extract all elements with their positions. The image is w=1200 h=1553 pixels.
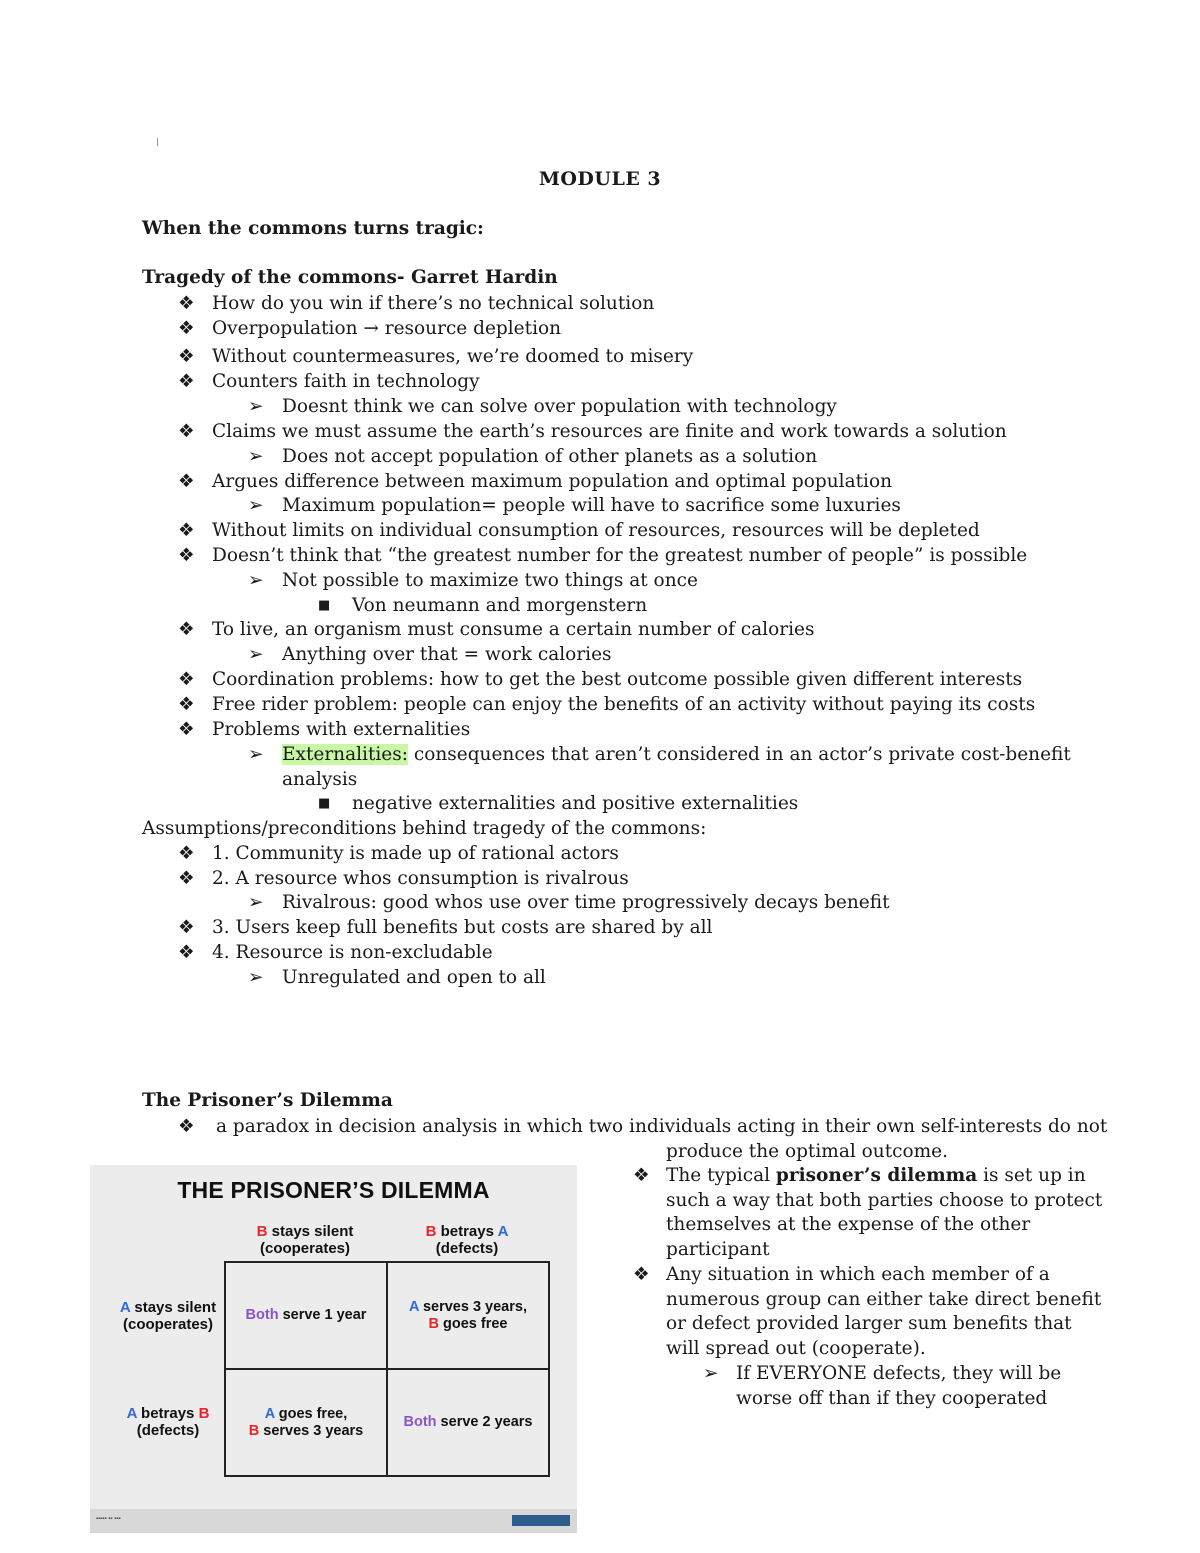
matrix-cell-a-betrays: A goes free, B serves 3 years [248,1405,364,1439]
diamond-bullet-icon: ❖ [178,293,195,314]
diamond-bullet-icon: ❖ [178,868,195,889]
diamond-bullet-icon: ❖ [178,942,195,963]
row-header-a-betrays: A betrays B (defects) [126,1405,210,1439]
list-item: ■ Von neumann and morgenstern [318,595,648,616]
list-item-continuation: will spread out (cooperate). [666,1338,926,1359]
list-item-continuation: such a way that both parties choose to protect [666,1190,1103,1211]
column-header-b-silent: B stays silent (cooperates) [256,1223,354,1257]
list-item: ❖ 3. Users keep full benefits but costs are shared by all [178,917,713,938]
matrix-cell-both-betray: Both serve 2 years [403,1414,533,1430]
list-item-continuation: produce the optimal outcome. [666,1141,949,1162]
list-item: ❖ Overpopulation → resource depletion [178,318,562,339]
list-item: ➢ Anything over that = work calories [248,644,612,665]
list-item-continuation: themselves at the expense of the other [666,1214,1031,1235]
matrix-cell-both-silent: Both serve 1 year [245,1307,367,1323]
diamond-bullet-icon: ❖ [178,318,195,339]
list-item: ❖ Without limits on individual consumption of resources, resources will be depleted [178,520,980,541]
list-item: ➢ Not possible to maximize two things at once [248,570,698,591]
arrow-bullet-icon: ➢ [248,446,264,467]
list-item: ❖ 4. Resource is non-excludable [178,942,493,963]
matrix-cell-b-betrays: A serves 3 years, B goes free [409,1298,527,1332]
list-item: ➢ Doesnt think we can solve over population with technology [248,396,837,417]
list-item: ❖ Counters faith in technology [178,371,480,392]
list-item: ➢ Externalities: consequences that aren’t considered in an actor’s private cost-benefit [248,744,1071,765]
list-item-continuation: participant [666,1239,770,1260]
list-item: ❖ 1. Community is made up of rational actors [178,843,619,864]
highlighted-term: Externalities: [282,744,408,765]
arrow-bullet-icon: ➢ [248,892,264,913]
list-item-continuation: or defect provided larger sum benefits that [666,1313,1072,1334]
list-item: ❖ a paradox in decision analysis in which two individuals acting in their own self-interests do not [178,1116,1108,1137]
list-item-continuation: analysis [282,769,358,790]
diamond-bullet-icon: ❖ [178,843,195,864]
diamond-bullet-icon: ❖ [178,421,195,442]
row-header-a-silent: A stays silent (cooperates) [119,1299,217,1333]
arrow-bullet-icon: ➢ [248,495,264,516]
diamond-bullet-icon: ❖ [633,1165,650,1186]
arrow-bullet-icon: ➢ [248,967,264,988]
diamond-bullet-icon: ❖ [633,1264,650,1285]
arrow-bullet-icon: ➢ [703,1363,719,1384]
assumptions-heading: Assumptions/preconditions behind tragedy of the commons: [142,818,707,839]
list-item: ❖ To live, an organism must consume a certain number of calories [178,619,815,640]
diamond-bullet-icon: ❖ [178,520,195,541]
diamond-bullet-icon: ❖ [178,346,195,367]
diamond-bullet-icon: ❖ [178,619,195,640]
page-tick-mark [157,138,158,146]
list-item: ➢ Rivalrous: good whos use over time progressively decays benefit [248,892,890,913]
list-item: ❖ Coordination problems: how to get the best outcome possible given different interests [178,669,1023,690]
diamond-bullet-icon: ❖ [178,471,195,492]
list-item-continuation: worse off than if they cooperated [736,1388,1048,1409]
list-item: ❖ Free rider problem: people can enjoy the benefits of an activity without paying its costs [178,694,1036,715]
diamond-bullet-icon: ❖ [178,917,195,938]
arrow-bullet-icon: ➢ [248,744,264,765]
diamond-bullet-icon: ❖ [178,1116,195,1137]
payoff-matrix [224,1261,550,1477]
section-heading-prisoners-dilemma: The Prisoner’s Dilemma [142,1090,393,1111]
list-item: ❖ Problems with externalities [178,719,471,740]
list-item: ❖ Argues difference between maximum population and optimal population [178,471,893,492]
arrow-bullet-icon: ➢ [248,644,264,665]
list-item-continuation: numerous group can either take direct benefit [666,1289,1102,1310]
diamond-bullet-icon: ❖ [178,694,195,715]
diamond-bullet-icon: ❖ [178,719,195,740]
list-item: ■ negative externalities and positive externalities [318,793,799,814]
publisher-logo [512,1515,570,1526]
square-bullet-icon: ■ [318,598,331,613]
square-bullet-icon: ■ [318,796,331,811]
diamond-bullet-icon: ❖ [178,545,195,566]
module-title: MODULE 3 [538,168,662,190]
infographic-title: THE PRISONER’S DILEMMA [177,1177,490,1203]
list-item: ❖ 2. A resource whos consumption is rivalrous [178,868,629,889]
infographic-footer [90,1509,577,1533]
section-heading-commons: When the commons turns tragic: [142,218,484,239]
arrow-bullet-icon: ➢ [248,570,264,591]
column-header-b-betrays: B betrays A (defects) [425,1223,509,1257]
list-item: ❖ Claims we must assume the earth’s resources are finite and work towards a solution [178,421,1007,442]
diamond-bullet-icon: ❖ [178,371,195,392]
list-item: ❖ The typical prisoner’s dilemma is set up in [633,1164,1086,1189]
list-item: ➢ Unregulated and open to all [248,967,546,988]
prisoners-dilemma-infographic [90,1165,577,1533]
list-item: ➢ Does not accept population of other planets as a solution [248,446,818,467]
list-item: ➢ If EVERYONE defects, they will be [703,1362,1061,1387]
section-heading-tragedy: Tragedy of the commons- Garret Hardin [142,267,558,288]
list-item: ❖ Doesn’t think that “the greatest number for the greatest number of people” is possible [178,545,1028,566]
source-credit-logo: ▪▪▪▪▪ ▪▪ ▪▪▪ [96,1516,121,1522]
arrow-bullet-icon: ➢ [248,396,264,417]
list-item: ❖ How do you win if there’s no technical solution [178,293,655,314]
diamond-bullet-icon: ❖ [178,669,195,690]
list-item: ❖ Any situation in which each member of a [633,1263,1050,1288]
list-item: ➢ Maximum population= people will have to sacrifice some luxuries [248,495,901,516]
list-item: ❖ Without countermeasures, we’re doomed to misery [178,346,694,367]
